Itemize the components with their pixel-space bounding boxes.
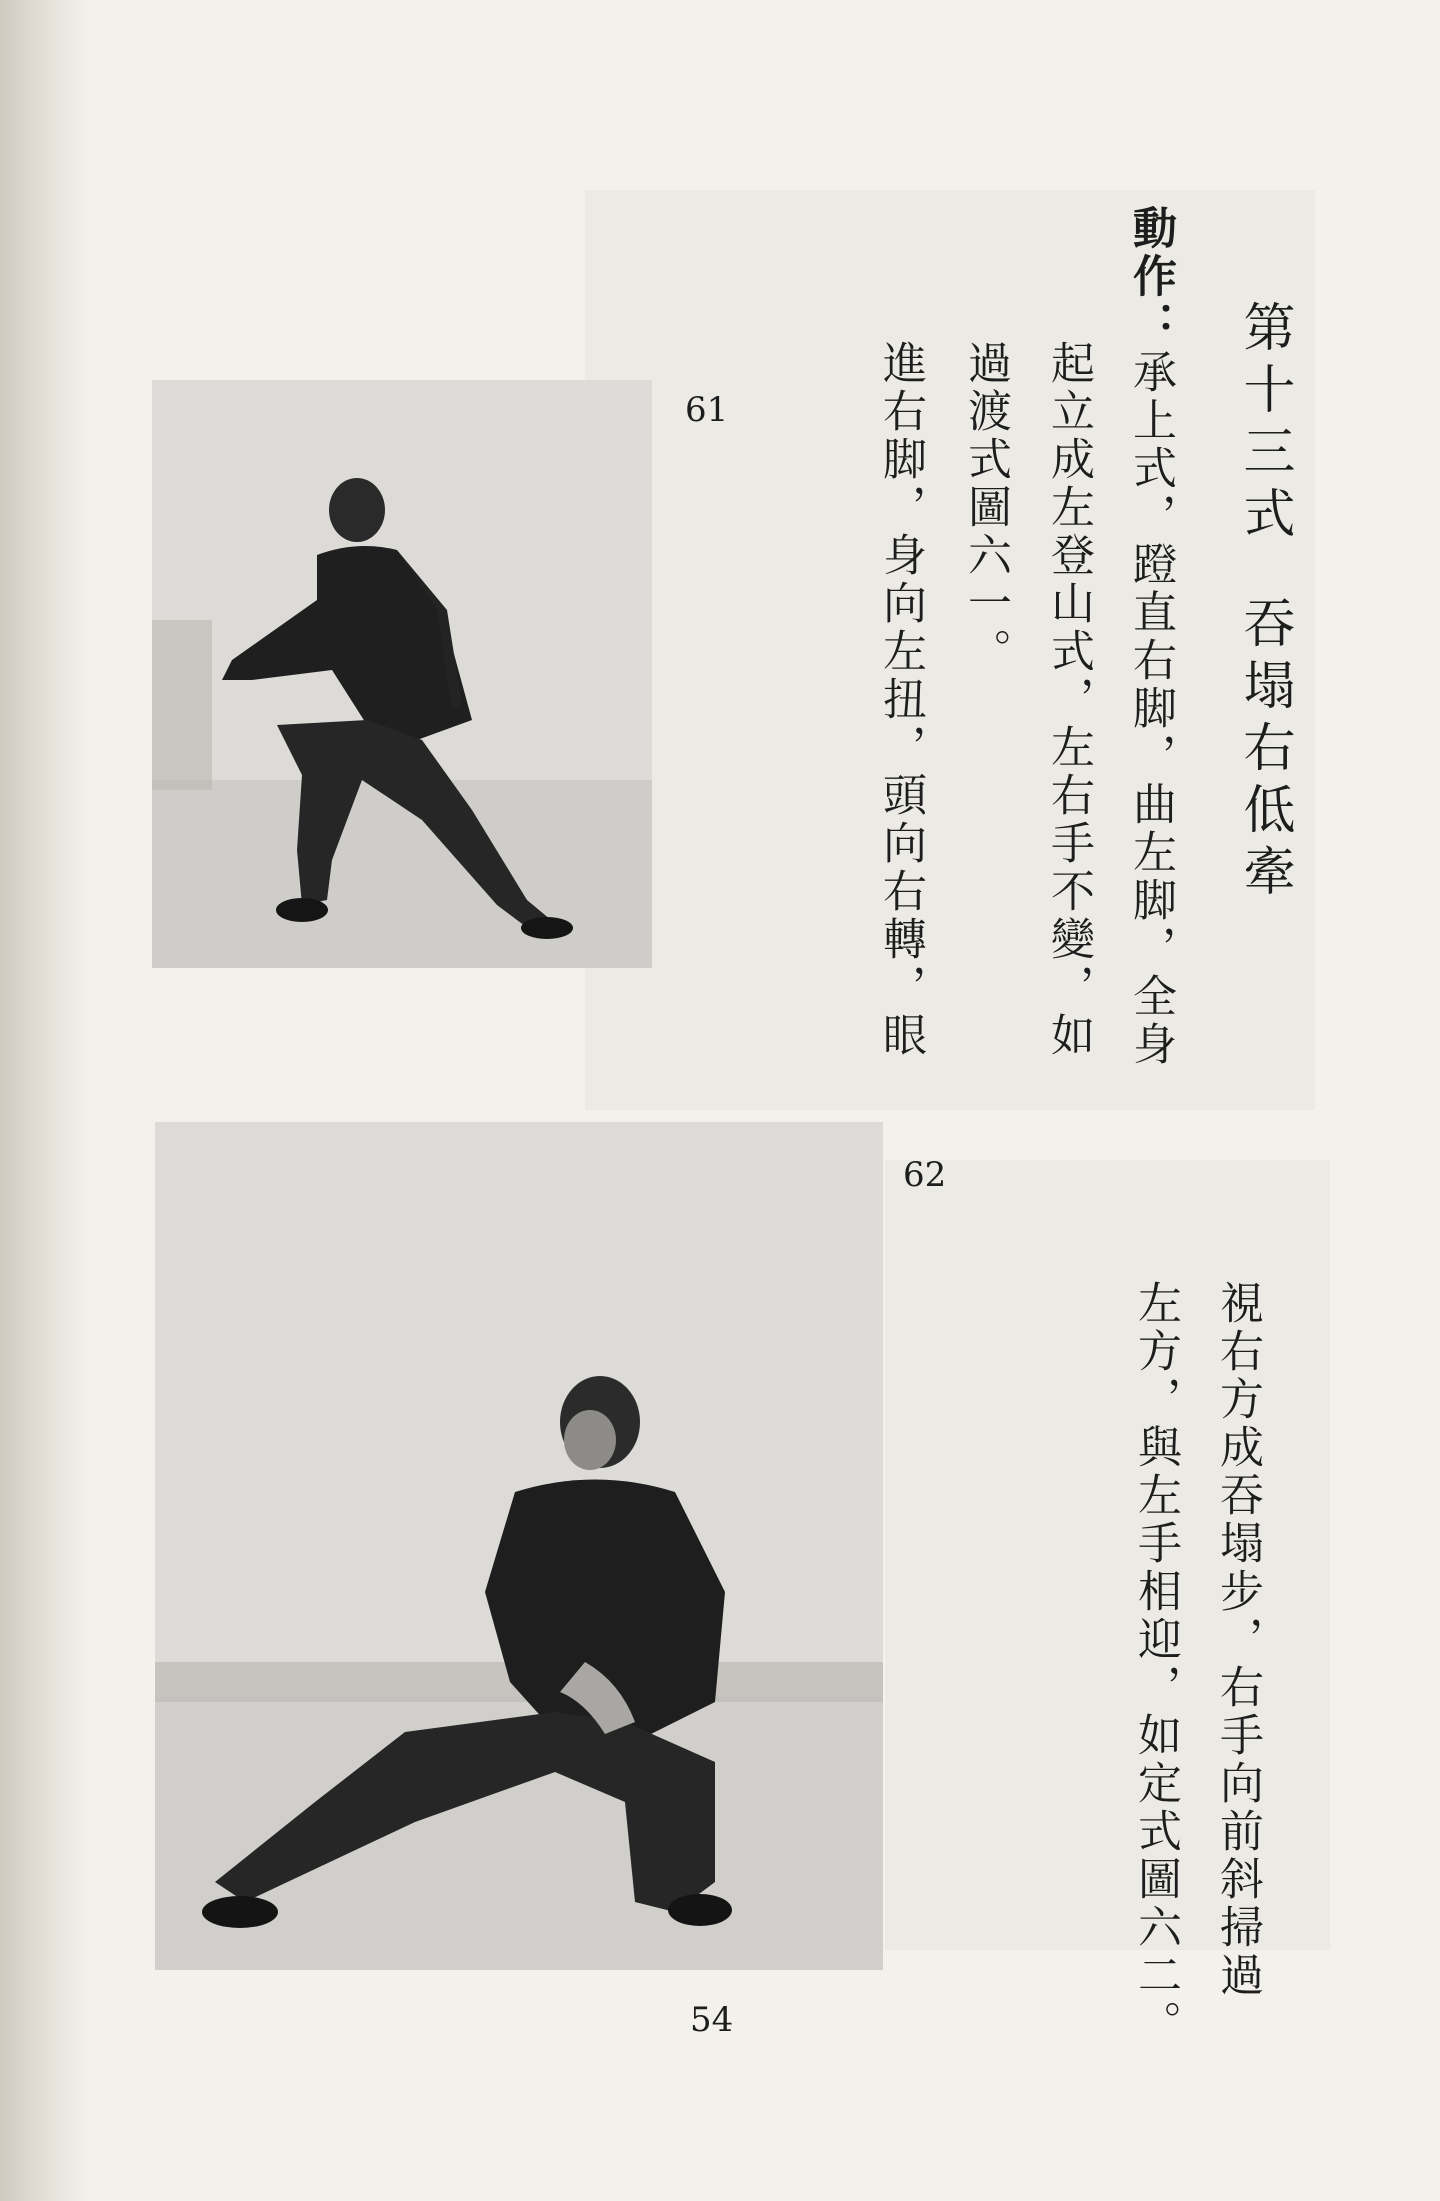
text-column-5: 視右方成吞塌步，右手向前斜掃過: [1212, 1280, 1263, 2000]
text-column-1: [1125, 205, 1176, 1069]
text-column-6: 左方，與左手相迎，如定式圖六二。: [1130, 1280, 1181, 2048]
section-name: 吞塌右低牽: [1234, 596, 1294, 906]
text-column-2: 起立成左登山式，左右手不變，如: [1043, 340, 1094, 1060]
figure-61-number: 61: [685, 390, 729, 430]
text-line-1: 承上式，蹬直右脚，曲左脚，全身: [1125, 349, 1176, 1069]
figure-62-number: 62: [903, 1155, 947, 1195]
section-number: 第十三式: [1234, 300, 1294, 548]
bleed-through-lower: [885, 1155, 1330, 1950]
book-spine-shadow: [0, 0, 90, 2201]
figure-61-photo: [152, 380, 652, 968]
figure-62-photo: [155, 1122, 883, 1970]
page-number: 54: [690, 2000, 734, 2040]
bleed-through-upper: [585, 190, 1315, 1110]
text-column-3: 過渡式圖六一。: [960, 340, 1011, 676]
text-column-4: 進右脚，身向左扭，頭向右轉，眼: [875, 340, 926, 1060]
section-title: [1234, 300, 1294, 906]
action-label: 動作：: [1125, 205, 1176, 349]
